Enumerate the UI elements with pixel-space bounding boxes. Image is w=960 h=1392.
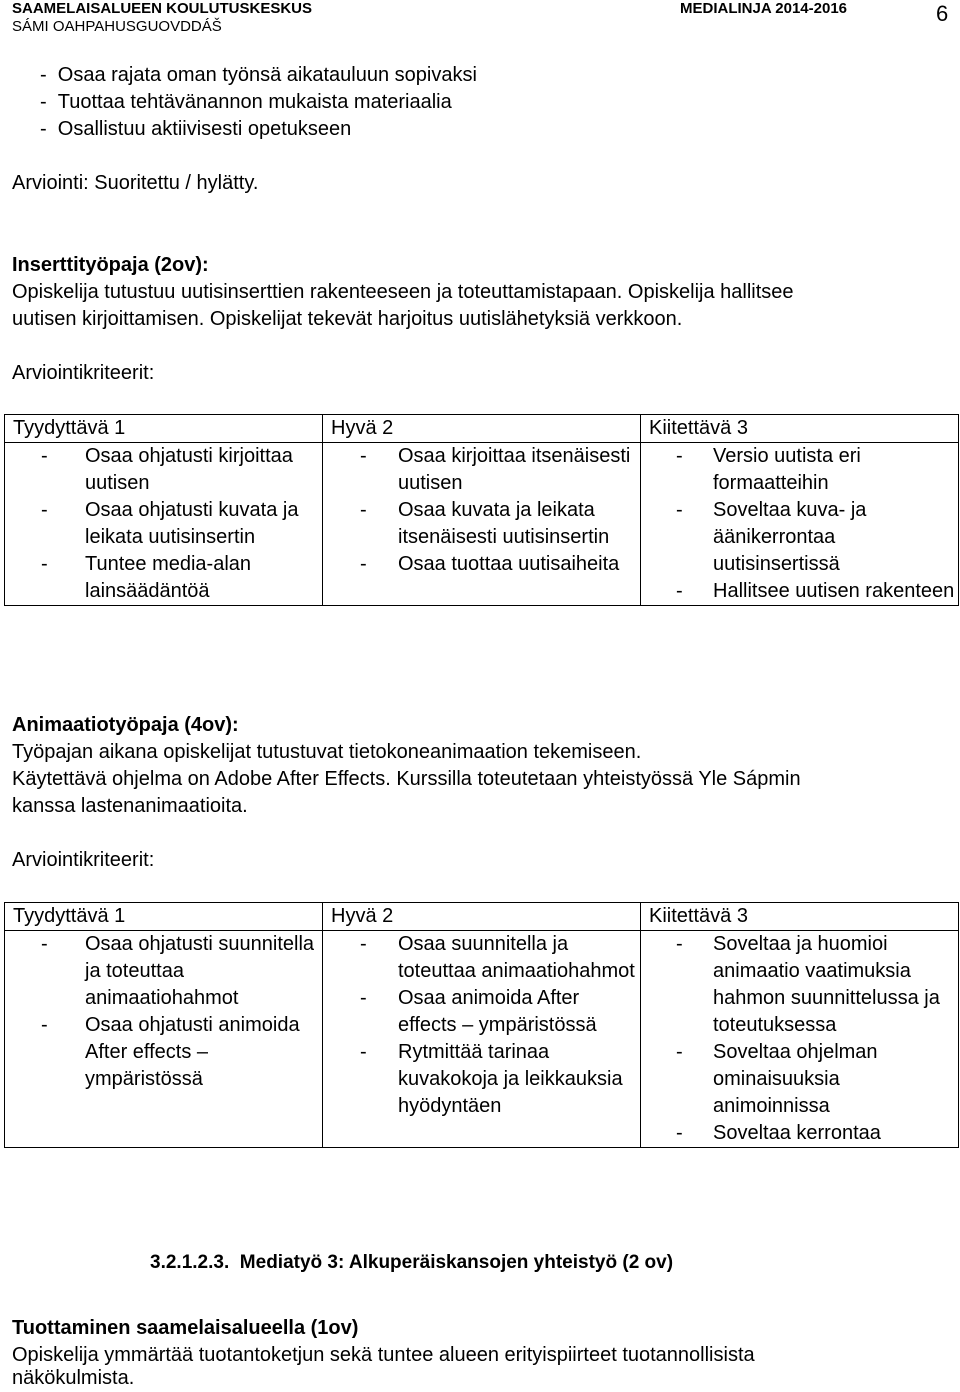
inserttityopaja-title: Inserttityöpaja (2ov): — [12, 254, 209, 276]
header-organization — [12, 0, 312, 36]
list-item: - Osaa suunnitella ja toteuttaa animaatiohahmot — [360, 933, 635, 982]
header-grade-1: Tyydyttävä 1 — [5, 903, 323, 931]
list-item: - Osaa rajata oman työnsä aikatauluun sopivaksi — [40, 64, 477, 86]
inserttityopaja-desc-1: Opiskelija tutustuu uutisinserttien rakenteeseen ja toteuttamistapaan. Opiskelija hallitsee — [12, 281, 794, 303]
list-item: - Osaa ohjatusti kirjoittaa uutisen — [41, 445, 293, 494]
criteria-cell-grade-3 — [641, 931, 959, 1148]
list-item: - Tuottaa tehtävänannon mukaista materiaalia — [40, 91, 452, 113]
list-item: - Versio uutista eri formaatteihin — [676, 445, 861, 494]
list-item: - Osaa animoida After effects – ympäristössä — [360, 987, 597, 1036]
tuottaminen-desc-2: näkökulmista. — [12, 1367, 135, 1389]
tuottaminen-desc-1: Opiskelija ymmärtää tuotantoketjun sekä tuntee alueen erityispiirteet tuotannollisista — [12, 1344, 755, 1366]
doc-title: MEDIALINJA 2014-2016 — [680, 0, 848, 17]
inserttityopaja-desc-2: uutisen kirjoittamisen. Opiskelijat tekevät harjoitus uutislähetyksiä verkkoon. — [12, 308, 683, 330]
list-item: - Soveltaa ohjelman ominaisuuksia animoinnissa — [676, 1041, 878, 1117]
list-item: - Soveltaa kuva- ja äänikerrontaa uutisinsertissä — [676, 499, 867, 575]
list-item: - Soveltaa kerrontaa — [676, 1122, 881, 1144]
animaatiotyopaja-title: Animaatiotyöpaja (4ov): — [12, 714, 239, 736]
section-heading — [150, 1251, 673, 1275]
intro-assessment: Arviointi: Suoritettu / hylätty. — [12, 172, 259, 194]
list-item: - Osaa kirjoittaa itsenäisesti uutisen — [360, 445, 631, 494]
page-number: 6 — [936, 1, 949, 26]
list-item: - Osaa ohjatusti animoida After effects –ympäristössä — [41, 1014, 300, 1090]
section-number: 3.2.1.2.3. — [150, 1252, 230, 1273]
header-grade-3: Kiitettävä 3 — [641, 903, 959, 931]
header-grade-2: Hyvä 2 — [323, 903, 641, 931]
org-name: SAAMELAISALUEEN KOULUTUSKESKUS — [12, 0, 313, 17]
section-title: Mediatyö 3: Alkuperäiskansojen yhteistyö (2 ov) — [239, 1252, 674, 1273]
list-item: - Osaa kuvata ja leikata itsenäisesti uutisinsertin — [360, 499, 610, 548]
list-item: - Soveltaa ja huomioi animaatio vaatimuksia hahmon suunnittelussa ja toteutuksessa — [676, 933, 940, 1036]
criteria-label: Arviointikriteerit: — [12, 362, 155, 384]
list-item: - Osaa ohjatusti kuvata ja leikata uutisinsertin — [41, 499, 299, 548]
criteria-label: Arviointikriteerit: — [12, 849, 155, 871]
animaatiotyopaja-desc-3: kanssa lastenanimaatioita. — [12, 795, 248, 817]
list-item: - Hallitsee uutisen rakenteen — [676, 580, 955, 602]
list-item: - Osallistuu aktiivisesti opetukseen — [40, 118, 352, 140]
tuottaminen-title: Tuottaminen saamelaisalueella (1ov) — [12, 1317, 359, 1339]
criteria-cell-grade-2 — [323, 443, 641, 606]
list-item: - Tuntee media-alan lainsäädäntöä — [41, 553, 252, 602]
org-name-sami: SÁMI OAHPAHUSGUOVDDÁŠ — [12, 18, 222, 35]
criteria-cell-grade-3 — [641, 443, 959, 606]
animaatiotyopaja-desc-2: Käytettävä ohjelma on Adobe After Effects. Kurssilla toteutetaan yhteistyössä Yle Sápmin — [12, 768, 801, 790]
criteria-table-animation — [4, 902, 959, 1148]
criteria-cell-grade-1 — [5, 443, 323, 606]
animaatiotyopaja-desc-1: Työpajan aikana opiskelijat tutustuvat tietokoneanimaation tekemiseen. — [12, 741, 642, 763]
intro-bullet-list — [40, 62, 477, 143]
criteria-cell-grade-2 — [323, 931, 641, 1148]
list-item: - Osaa ohjatusti suunnitella ja toteuttaa animaatiohahmot — [41, 933, 315, 1009]
list-item: - Rytmittää tarinaa kuvakokoja ja leikkauksia hyödyntäen — [360, 1041, 623, 1117]
header-grade-1: Tyydyttävä 1 — [5, 415, 323, 443]
list-item: - Osaa tuottaa uutisaiheita — [360, 553, 620, 575]
criteria-table-insert — [4, 414, 959, 606]
criteria-cell-grade-1 — [5, 931, 323, 1148]
header-grade-3: Kiitettävä 3 — [641, 415, 959, 443]
header-grade-2: Hyvä 2 — [323, 415, 641, 443]
